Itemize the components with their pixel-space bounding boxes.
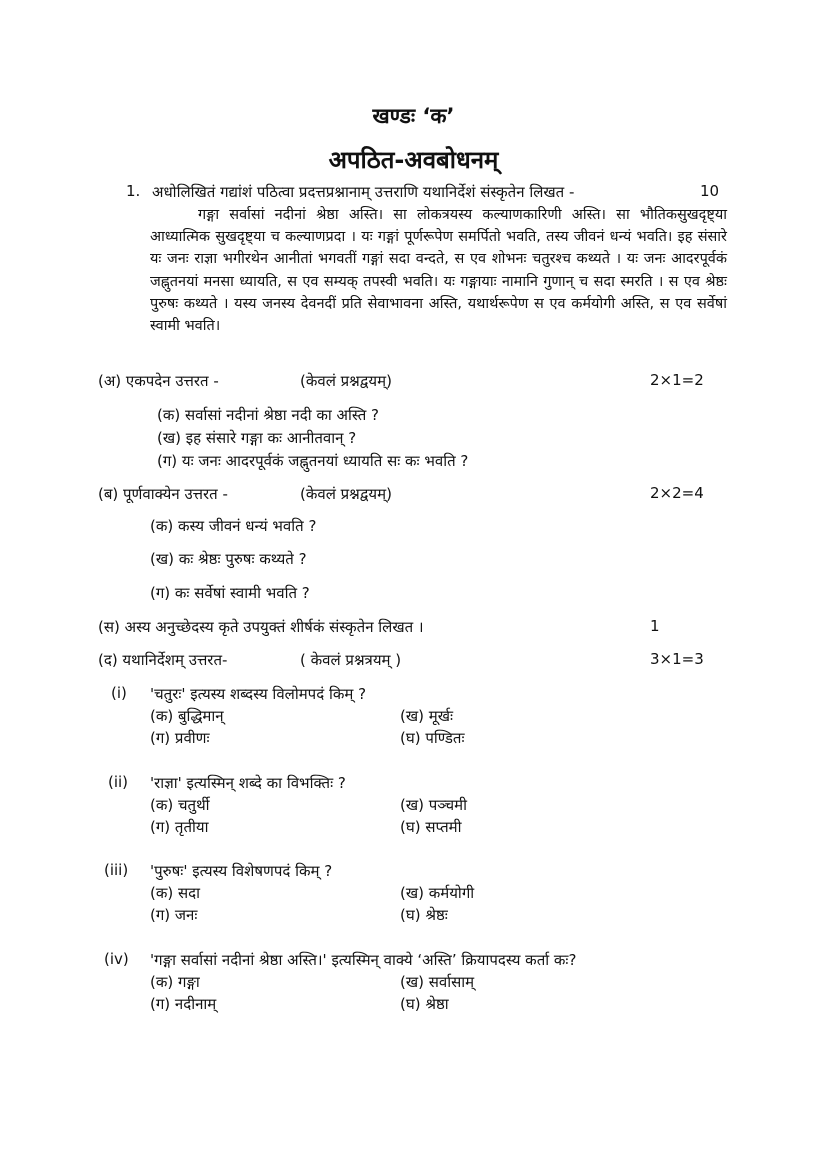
- question-marks: 10: [700, 182, 720, 200]
- option: (क) गङ्गा: [150, 973, 200, 991]
- option: (ग) तृतीया: [150, 818, 209, 836]
- part-a-item: (ख) इह संसारे गङ्गा कः आनीतवान् ?: [157, 429, 357, 447]
- section-subtitle: अपठित-अवबोधनम्: [328, 146, 499, 174]
- passage: [150, 204, 727, 337]
- part-a-item: (क) सर्वासां नदीनां श्रेष्ठा नदी का अस्ति ?: [157, 406, 379, 424]
- part-a-marks: 2×1=2: [650, 371, 704, 389]
- part-a-note: (केवलं प्रश्नद्वयम्): [300, 372, 392, 390]
- sub-question-number: (iii): [104, 861, 129, 879]
- part-b-item: (ख) कः श्रेष्ठः पुरुषः कथ्यते ?: [150, 550, 307, 568]
- part-c-label: (स) अस्य अनुच्छेदस्य कृते उपयुक्तं शीर्षकं संस्कृतेन लिखत ।: [98, 618, 424, 636]
- part-b-item: (ग) कः सर्वेषां स्वामी भवति ?: [150, 584, 310, 602]
- option: (घ) श्रेष्ठः: [400, 906, 448, 924]
- option: (ख) सर्वासाम्: [400, 973, 475, 991]
- sub-question-text: 'चतुरः' इत्यस्य शब्दस्य विलोमपदं किम् ?: [150, 685, 367, 703]
- sub-question-text: 'राज्ञा' इत्यस्मिन् शब्दे का विभक्तिः ?: [150, 774, 346, 792]
- option: (क) बुद्धिमान्: [150, 707, 224, 725]
- part-a-item: (ग) यः जनः आदरपूर्वकं जह्नुतनयां ध्यायति सः कः भवति ?: [157, 452, 469, 470]
- section-title: खण्डः ‘क’: [372, 104, 455, 128]
- sub-question-number: (iv): [104, 950, 129, 968]
- part-b-item: (क) कस्य जीवनं धन्यं भवति ?: [150, 517, 317, 535]
- part-b-note: (केवलं प्रश्नद्वयम्): [300, 485, 392, 503]
- option: (क) सदा: [150, 884, 200, 902]
- part-c-marks: 1: [650, 617, 660, 635]
- question-number: 1.: [126, 182, 141, 200]
- sub-question-number: (i): [111, 684, 127, 702]
- part-d-note: ( केवलं प्रश्नत्रयम् ): [300, 651, 402, 669]
- option: (ग) नदीनाम्: [150, 995, 217, 1013]
- part-b-marks: 2×2=4: [650, 484, 704, 502]
- option: (ख) कर्मयोगी: [400, 884, 475, 902]
- option: (ख) पञ्चमी: [400, 796, 467, 814]
- option: (ग) प्रवीणः: [150, 729, 210, 747]
- sub-question-text: 'गङ्गा सर्वासां नदीनां श्रेष्ठा अस्ति।' इत्यस्मिन् वाक्ये ‘अस्ति’ क्रियापदस्य कर्ता कः?: [150, 951, 577, 969]
- part-d-label: (द) यथानिर्देशम् उत्तरत-: [98, 651, 228, 669]
- option: (क) चतुर्थी: [150, 796, 210, 814]
- part-b-label: (ब) पूर्णवाक्येन उत्तरत -: [98, 485, 228, 503]
- sub-question-number: (ii): [108, 773, 129, 791]
- option: (ख) मूर्खः: [400, 707, 454, 725]
- option: (घ) पण्डितः: [400, 729, 465, 747]
- option: (ग) जनः: [150, 906, 198, 924]
- option: (घ) सप्तमी: [400, 818, 462, 836]
- part-d-marks: 3×1=3: [650, 650, 704, 668]
- question-instruction: अधोलिखितं गद्यांशं पठित्वा प्रदत्तप्रश्नानाम् उत्तराणि यथानिर्देशं संस्कृतेन लिखत -: [152, 183, 575, 201]
- part-a-label: (अ) एकपदेन उत्तरत -: [98, 372, 219, 390]
- sub-question-text: 'पुरुषः' इत्यस्य विशेषणपदं किम् ?: [150, 862, 333, 880]
- passage-text: गङ्गा सर्वासां नदीनां श्रेष्ठा अस्ति। सा लोकत्रयस्य कल्याणकारिणी अस्ति। सा भौतिकसुखदृष्ट्या आध्यात्मिक सुखदृष्ट्या च कल्याणप्रदा । यः गङ्गां पूर्णरूपेण समर्पितो भवति, तस्य जीवनं धन्यं भवति। इह संसारे यः जनः राज्ञा भगीरथेन आनीतां भगवतीं गङ्गां सदा वन्दते, स एव शोभनः चतुरश्च कथ्यते । यः जनः आदरपूर्वकं जह्नुतनयां मनसा ध्यायति, स एव सम्यक् तपस्वी भवति। यः गङ्गायाः नामानि गुणान् च सदा स्मरति । स एव श्रेष्ठः पुरुषः कथ्यते । यस्य जनस्य देवनदीं प्रति सेवाभावना अस्ति, यथार्थरूपेण स एव कर्मयोगी अस्ति, स एव सर्वेषां स्वामी भवति।: [150, 207, 727, 335]
- option: (घ) श्रेष्ठा: [400, 995, 449, 1013]
